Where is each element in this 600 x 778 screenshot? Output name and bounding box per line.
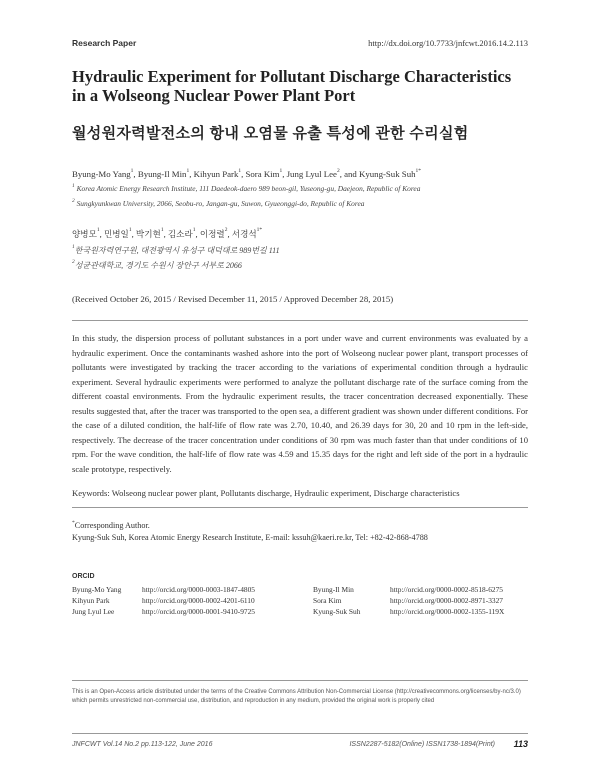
affiliation-mark: 1 [96, 227, 100, 233]
author-list-en: Byung-Mo Yang$^1$, Byung-Il Min$^1$, Kihyun Park$^1$, Sora Kim$^1$, Jung Lyul Lee$^2$, and Kyung-Suk Suh$^{1*}$ [72, 168, 421, 179]
orcid-link[interactable]: http://orcid.org/0000-0002-8518-6275 [390, 585, 503, 594]
author-name-ko: 서경석 [231, 229, 257, 239]
corresponding-author-contact: Kyung-Suk Suh, Korea Atomic Energy Research Institute, E-mail: kssuh@kaeri.re.kr, Tel: +82-42-868-4788 [72, 533, 428, 542]
corresponding-label-text: Corresponding Author. [74, 521, 150, 530]
orcid-author-name: Kyung-Suk Suh [313, 607, 361, 616]
orcid-author-name: Jung Lyul Lee [72, 607, 115, 616]
orcid-author-name: Byung-Mo Yang [72, 585, 122, 594]
keywords: Keywords: Wolseong nuclear power plant, Pollutants discharge, Hydraulic experiment, Discharge characteristics [72, 488, 460, 498]
affiliation-text: Sungkyunkwan University, 2066, Seobu-ro, Jangan-gu, Suwon, Gyueonggi-do, Republic of Korea [76, 199, 365, 208]
affiliation-mark: 1 [160, 227, 164, 233]
affiliation-number: 2 [72, 259, 75, 265]
author-name: Kyung-Suk Suh [359, 169, 416, 179]
affiliation-mark: 2 [224, 227, 228, 233]
affiliation-number: 1 [72, 183, 75, 189]
affiliation-text: Korea Atomic Energy Research Institute, 111 Daedeok-daero 989 beon-gil, Yuseong-gu, Daejeon, Republic of Korea [76, 184, 421, 193]
section-label: Research Paper [72, 38, 137, 48]
author-name: Byung-Mo Yang [72, 169, 131, 179]
license-notice: This is an Open-Access article distributed under the terms of the Creative Commons Attribution Non-Commercial License (http://creativecommons.org/licenses/by-nc/3.0) which permits unrestricted non-commercial use, distribution, and reproduction in any medium, provided the original work is properly cited [72, 689, 521, 704]
orcid-heading: ORCID [72, 573, 95, 580]
affiliation-mark: 1 [238, 168, 242, 174]
page-number: 113 [513, 739, 528, 749]
orcid-link[interactable]: http://orcid.org/0000-0002-1355-119X [390, 607, 505, 616]
divider-top [72, 320, 528, 321]
orcid-author-name: Kihyun Park [72, 596, 110, 605]
orcid-author-name: Byung-Il Min [313, 585, 354, 594]
affiliation-1 [72, 184, 420, 193]
affiliation-2 [72, 199, 364, 208]
author-name: Kihyun Park [193, 169, 239, 179]
divider-footer [72, 733, 528, 734]
author-name: Jung Lyul Lee [286, 169, 337, 179]
english-title-line-1: Hydraulic Experiment for Pollutant Discharge Characteristics [72, 67, 512, 86]
affiliation-mark: 2 [336, 168, 340, 174]
corresponding-author-label [72, 521, 150, 530]
orcid-link[interactable]: http://orcid.org/0000-0002-4201-6110 [142, 596, 255, 605]
orcid-link[interactable]: http://orcid.org/0000-0003-1847-4805 [142, 585, 255, 594]
author-name: Byung-Il Min [137, 169, 187, 179]
orcid-link[interactable]: http://orcid.org/0000-0002-8971-3327 [390, 596, 503, 605]
doi-link[interactable]: http://dx.doi.org/10.7733/jnfcwt.2016.14.2.113 [368, 38, 528, 48]
author-connector: and [344, 169, 357, 179]
affiliation-ko-1 [72, 245, 280, 256]
affiliation-number: 1 [72, 244, 75, 250]
affiliation-mark: 1 [279, 168, 283, 174]
affiliation-mark: 1 [130, 168, 134, 174]
author-name-ko: 민병일 [103, 229, 129, 239]
affiliation-mark: 1 [186, 168, 190, 174]
english-title-line-2: in a Wolseong Nuclear Power Plant Port [72, 86, 356, 105]
orcid-author-name: Sora Kim [313, 596, 342, 605]
author-list-ko: 양병모$^1$, 민병일$^1$, 박기현$^1$, 김소라$^1$, 이정렬$^2$, 서경석$^{1*}$ [72, 227, 263, 239]
divider-bottom [72, 507, 528, 508]
affiliation-mark: 1 [128, 227, 132, 233]
affiliation-mark: 1* [256, 227, 263, 233]
author-name-ko: 양병모 [72, 229, 97, 239]
affiliation-mark: 1* [415, 168, 421, 174]
author-name-ko: 박기현 [135, 229, 161, 239]
author-name-ko: 김소라 [167, 229, 193, 239]
korean-title: 월성원자력발전소의 항내 오염물 유출 특성에 관한 수리실험 [72, 125, 469, 142]
received-dates: (Received October 26, 2015 / Revised December 11, 2015 / Approved December 28, 2015) [72, 294, 394, 304]
issn-info: ISSN2287-5182(Online) ISSN1738-1894(Print) [349, 741, 495, 748]
affiliation-number: 2 [72, 198, 75, 204]
affiliation-ko-2 [72, 260, 242, 271]
journal-citation: JNFCWT Vol.14 No.2 pp.113-122, June 2016 [72, 741, 213, 748]
divider-license [72, 680, 528, 681]
author-name: Sora Kim [245, 169, 280, 179]
abstract: In this study, the dispersion process of pollutant substances in a port under wave and current environments was evaluated by a hydraulic experiment. Once the contaminants washed ashore into the port of Wolseong nuclear power plant, transport processes of pollutants were investigated by tracking the tracer according to the variations of experimental condition through a hydraulic experiment. Several hydraulic experiments were performed to analyze the pollutant discharge rate of the surface coming from the different coastal environments. From the hydraulic experiment results, the tracer concentration decreased exponentially. These results suggested that, after the tracer was transported to the open sea, a different gradient was shown under different conditions. For the case of a diluted condition, the half-life of flow rate was 2.70, 10.40, and 26.39 days for 30, 20 and 10 rpm in the left-side, respectively. The decrease of the tracer concentration under conditions of 30 rpm was much faster than that under conditions of 10 rpm. For the wave condition, the half-life of flow rate was 4.59 and 15.35 days for the right and left side of the port in a hydraulic scale prototype, respectively. [72, 333, 528, 474]
corresponding-mark: * [72, 520, 75, 526]
orcid-link[interactable]: http://orcid.org/0000-0001-9410-9725 [142, 607, 255, 616]
affiliation-text: 한국원자력연구원, 대전광역시 유성구 대덕대로 989번길 111 [74, 246, 280, 255]
affiliation-mark: 1 [192, 227, 196, 233]
author-name-ko: 이정렬 [199, 229, 225, 239]
affiliation-text: 성균관대학교, 경기도 수원시 장안구 서부로 2066 [74, 261, 242, 270]
english-title [72, 67, 542, 105]
